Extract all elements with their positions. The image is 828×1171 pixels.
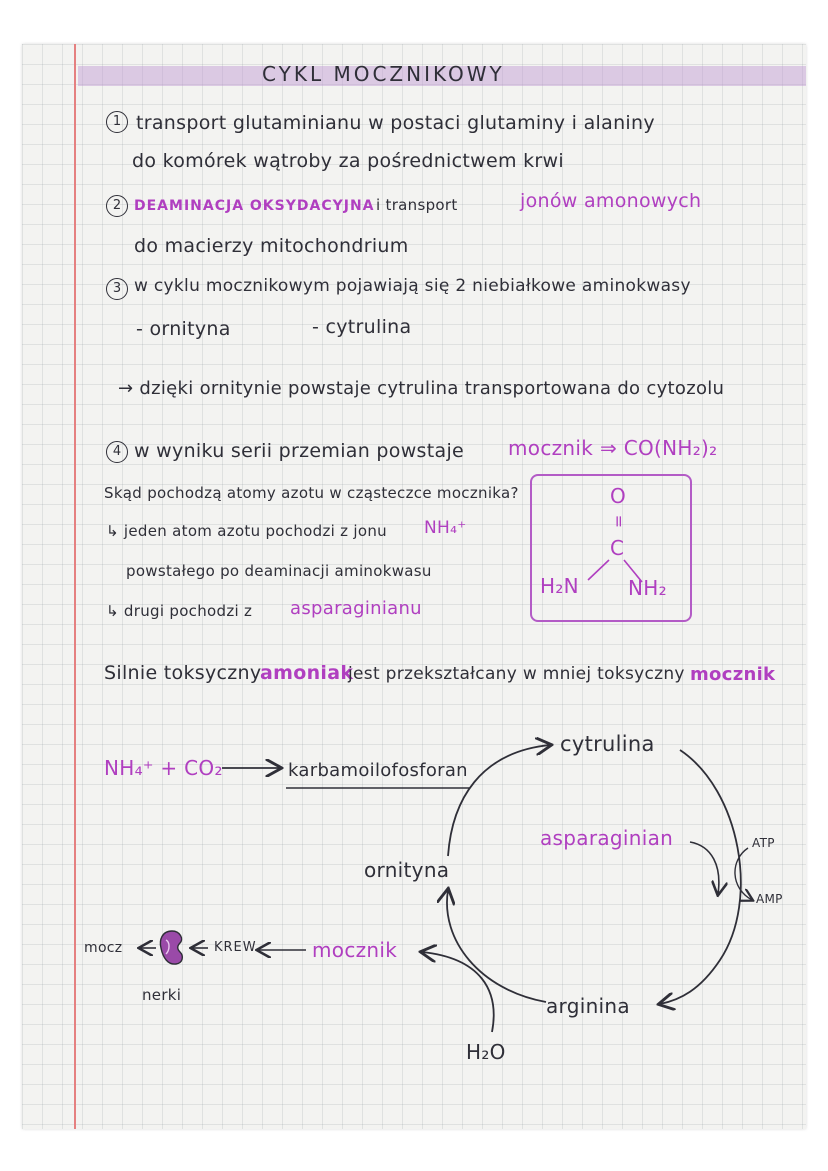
cycle-urea: mocznik <box>312 938 398 962</box>
page-title: CYKL MOCZNIKOWY <box>262 62 505 86</box>
nitrogen-answer2-source: asparaginianu <box>290 598 422 619</box>
step2-purple: jonów amonowych <box>520 190 702 212</box>
nitrogen-answer1-ion: NH₄⁺ <box>424 518 467 538</box>
cycle-urine: mocz <box>84 940 123 956</box>
cycle-ornithine: ornityna <box>364 858 450 882</box>
kidney-icon <box>156 928 188 968</box>
urea-oxygen: O <box>610 484 627 508</box>
cycle-amp: AMP <box>756 892 783 906</box>
nitrogen-answer2: ↳ drugi pochodzi z <box>106 602 253 620</box>
step2-caps: DEAMINACJA OKSYDACYJNA <box>134 198 375 214</box>
step-number-4: 4 <box>106 441 128 463</box>
note-ornithine: → dzięki ornitynie powstaje cytrulina transportowana do cytozolu <box>118 378 725 399</box>
cycle-kidneys: nerki <box>142 986 182 1004</box>
step3-line1: w cyklu mocznikowym pojawiają się 2 niebiałkowe aminokwasy <box>134 276 691 296</box>
cycle-input: NH₄⁺ + CO₂ <box>104 756 223 780</box>
step-number-3: 3 <box>106 278 128 300</box>
step-number-1: 1 <box>106 111 128 133</box>
step4-text: w wyniku serii przemian powstaje <box>134 440 465 462</box>
step4-formula: ⇒ CO(NH₂)₂ <box>600 436 718 460</box>
step4-product: mocznik <box>508 436 594 460</box>
cycle-atp: ATP <box>752 836 775 850</box>
urea-carbon: C <box>610 536 625 560</box>
step-number-2: 2 <box>106 195 128 217</box>
summary-mid: jest przekształcany w mniej toksyczny <box>348 664 685 684</box>
step3-item-a: - ornityna <box>136 318 231 340</box>
cycle-arginine: arginina <box>546 994 630 1018</box>
urea-right-group: NH₂ <box>628 576 667 600</box>
summary-ammonia: amoniak <box>260 662 354 684</box>
urea-left-group: H₂N <box>540 574 579 598</box>
nitrogen-question: Skąd pochodzą atomy azotu w cząsteczce mocznika? <box>104 484 519 502</box>
cycle-blood: KREW <box>214 940 257 955</box>
step3-item-b: - cytrulina <box>312 316 412 338</box>
cycle-aspartate: asparaginian <box>540 826 674 850</box>
nitrogen-answer1-cont: powstałego po deaminacji aminokwasu <box>126 562 432 580</box>
cycle-water: H₂O <box>466 1040 506 1064</box>
step2-line2: do macierzy mitochondrium <box>134 235 409 257</box>
step1-line2: do komórek wątroby za pośrednictwem krwi <box>132 150 564 172</box>
summary-pre: Silnie toksyczny <box>104 662 262 684</box>
step2-rest: i transport <box>376 196 458 214</box>
summary-urea: mocznik <box>690 664 776 685</box>
step1-line1: transport glutaminianu w postaci glutaminy i alaniny <box>136 112 655 134</box>
cycle-carbamoyl-phosphate: karbamoilofosforan <box>288 760 468 781</box>
nitrogen-answer1: ↳ jeden atom azotu pochodzi z jonu <box>106 522 387 540</box>
urea-double-bond: = <box>609 514 629 529</box>
cycle-citrulline: cytrulina <box>560 732 655 756</box>
